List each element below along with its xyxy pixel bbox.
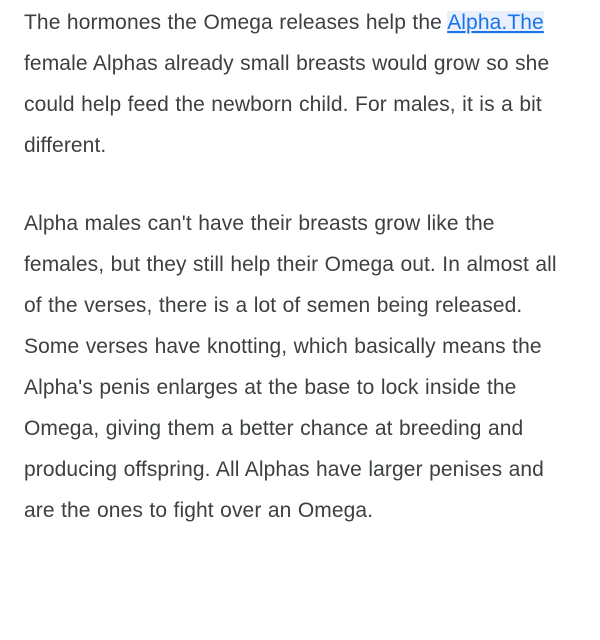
paragraph-1 (24, 0, 576, 166)
paragraph-2: Alpha males can't have their breasts grow like the females, but they still help their Omega out. In almost all of the verses, there is a lot of semen being released. Some verses have knotting, which basically means the Alpha's penis enlarges at the base to lock inside the Omega, giving them a better chance at breeding and producing offspring. All Alphas have larger penises and are the ones to fight over an Omega. (24, 212, 557, 522)
paragraph-1-lead-text: The hormones the Omega releases help the (24, 11, 448, 34)
alpha-the-link[interactable]: Alpha.The (447, 11, 544, 34)
paragraph-spacer (24, 166, 576, 203)
paragraph-1-tail-text: female Alphas already small breasts would grow so she could help feed the newborn child. For males, it is a bit different. (24, 52, 550, 157)
